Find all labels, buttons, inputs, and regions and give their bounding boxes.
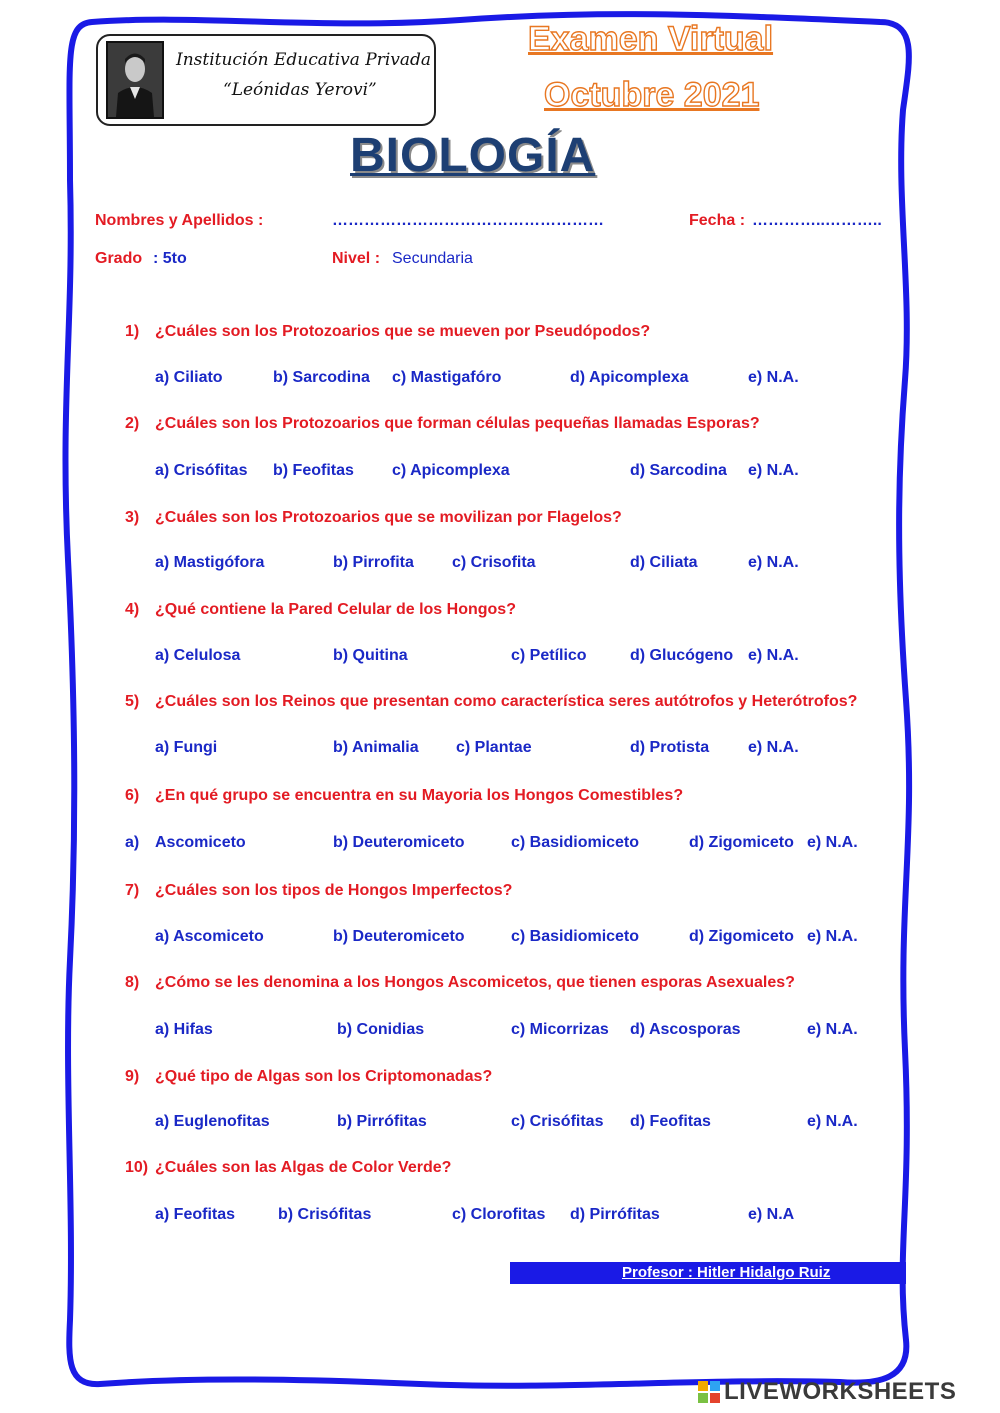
question-5: 5) ¿Cuáles son los Reinos que presentan como característica seres autótrofos y Heterótrofos? <box>125 693 858 710</box>
q3-option-b[interactable]: b) Pirrofita <box>333 554 414 571</box>
question-8: 8) ¿Cómo se les denomina a los Hongos Ascomicetos, que tienen esporas Asexuales? <box>125 974 795 991</box>
question-2: 2) ¿Cuáles son los Protozoarios que forman células pequeñas llamadas Esporas? <box>125 415 760 432</box>
q9-option-a[interactable]: a) Euglenofitas <box>155 1113 270 1130</box>
liveworksheets-wordmark: LIVEWORKSHEETS <box>724 1378 957 1405</box>
q7-option-e[interactable]: e) N.A. <box>807 928 858 945</box>
q9-option-e[interactable]: e) N.A. <box>807 1113 858 1130</box>
q1-option-b[interactable]: b) Sarcodina <box>273 369 370 386</box>
liveworksheets-blocks-icon <box>698 1381 720 1403</box>
exam-title-line2: Octubre 2021 <box>544 76 760 114</box>
q2-option-a[interactable]: a) Crisófitas <box>155 462 248 479</box>
q2-option-c[interactable]: c) Apicomplexa <box>392 462 510 479</box>
q10-option-c[interactable]: c) Clorofitas <box>452 1206 546 1223</box>
q8-option-e[interactable]: e) N.A. <box>807 1021 858 1038</box>
institution-name: Institución Educativa Privada <box>176 50 432 70</box>
q5-option-c[interactable]: c) Plantae <box>456 739 532 756</box>
date-field[interactable]: …………..……….. <box>752 212 882 229</box>
question-4: 4) ¿Qué contiene la Pared Celular de los Hongos? <box>125 601 516 618</box>
grade-label: Grado <box>95 250 143 267</box>
q6-option-c[interactable]: c) Basidiomiceto <box>511 834 640 851</box>
q4-option-e[interactable]: e) N.A. <box>748 647 799 664</box>
subject-title: BIOLOGÍA <box>350 129 596 182</box>
level-label: Nivel : <box>332 250 381 267</box>
q10-option-a[interactable]: a) Feofitas <box>155 1206 236 1223</box>
q2-option-b[interactable]: b) Feofitas <box>273 462 354 479</box>
q6-option-d[interactable]: d) Zigomiceto <box>689 834 794 851</box>
q7-option-b[interactable]: b) Deuteromiceto <box>333 928 465 945</box>
q3-option-d[interactable]: d) Ciliata <box>630 554 698 571</box>
q5-option-b[interactable]: b) Animalia <box>333 739 419 756</box>
teacher-bar <box>510 1262 906 1284</box>
institution-logo-box <box>96 34 436 126</box>
q10-option-b[interactable]: b) Crisófitas <box>278 1206 372 1223</box>
q4-option-c[interactable]: c) Petílico <box>511 647 587 664</box>
q7-option-d[interactable]: d) Zigomiceto <box>689 928 794 945</box>
q5-option-a[interactable]: a) Fungi <box>155 739 218 756</box>
q3-option-e[interactable]: e) N.A. <box>748 554 799 571</box>
q6-option-b[interactable]: b) Deuteromiceto <box>333 834 465 851</box>
question-3: 3) ¿Cuáles son los Protozoarios que se movilizan por Flagelos? <box>125 509 622 526</box>
q1-option-e[interactable]: e) N.A. <box>748 369 799 386</box>
q10-option-d[interactable]: d) Pirrófitas <box>570 1206 660 1223</box>
exam-title-line1: Examen Virtual <box>528 20 774 58</box>
q9-option-b[interactable]: b) Pirrófitas <box>337 1113 427 1130</box>
q9-option-d[interactable]: d) Feofitas <box>630 1113 711 1130</box>
q6-option-e[interactable]: e) N.A. <box>807 834 858 851</box>
q8-option-d[interactable]: d) Ascosporas <box>630 1021 741 1038</box>
q5-option-d[interactable]: d) Protista <box>630 739 710 756</box>
q4-option-a[interactable]: a) Celulosa <box>155 647 241 664</box>
question-6: 6) ¿En qué grupo se encuentra en su Mayoria los Hongos Comestibles? <box>125 787 684 804</box>
q3-option-a[interactable]: a) Mastigófora <box>155 554 265 571</box>
q5-option-e[interactable]: e) N.A. <box>748 739 799 756</box>
question-1: 1) ¿Cuáles son los Protozoarios que se mueven por Pseudópodos? <box>125 323 651 340</box>
q4-option-d[interactable]: d) Glucógeno <box>630 647 734 664</box>
q9-option-c[interactable]: c) Crisófitas <box>511 1113 604 1130</box>
q7-option-a[interactable]: a) Ascomiceto <box>155 928 264 945</box>
q1-option-c[interactable]: c) Mastigafóro <box>392 369 502 386</box>
q1-option-d[interactable]: d) Apicomplexa <box>570 369 689 386</box>
question-9: 9) ¿Qué tipo de Algas son los Criptomonadas? <box>125 1068 493 1085</box>
q7-option-c[interactable]: c) Basidiomiceto <box>511 928 640 945</box>
q6-option-a[interactable]: Ascomiceto <box>155 834 246 851</box>
grade-value: : 5to <box>153 250 187 267</box>
q8-option-b[interactable]: b) Conidias <box>337 1021 425 1038</box>
q6-option-a-letter[interactable]: a) <box>125 834 140 851</box>
q1-option-a[interactable]: a) Ciliato <box>155 369 223 386</box>
teacher-name: Profesor : Hitler Hidalgo Ruiz <box>622 1264 831 1281</box>
founder-portrait <box>106 41 164 119</box>
q2-option-d[interactable]: d) Sarcodina <box>630 462 727 479</box>
institution-subname: “Leónidas Yerovi” <box>223 80 377 100</box>
q4-option-b[interactable]: b) Quitina <box>333 647 408 664</box>
name-label: Nombres y Apellidos : <box>95 212 264 229</box>
name-field[interactable]: …………………………………………… <box>332 212 604 229</box>
question-7: 7) ¿Cuáles son los tipos de Hongos Imperfectos? <box>125 882 513 899</box>
q8-option-a[interactable]: a) Hifas <box>155 1021 213 1038</box>
q10-option-e[interactable]: e) N.A <box>748 1206 795 1223</box>
q3-option-c[interactable]: c) Crisofita <box>452 554 536 571</box>
level-value: Secundaria <box>392 250 473 267</box>
question-10: 10) ¿Cuáles son las Algas de Color Verde? <box>125 1159 452 1176</box>
q8-option-c[interactable]: c) Micorrizas <box>511 1021 609 1038</box>
date-label: Fecha : <box>689 212 746 229</box>
q2-option-e[interactable]: e) N.A. <box>748 462 799 479</box>
